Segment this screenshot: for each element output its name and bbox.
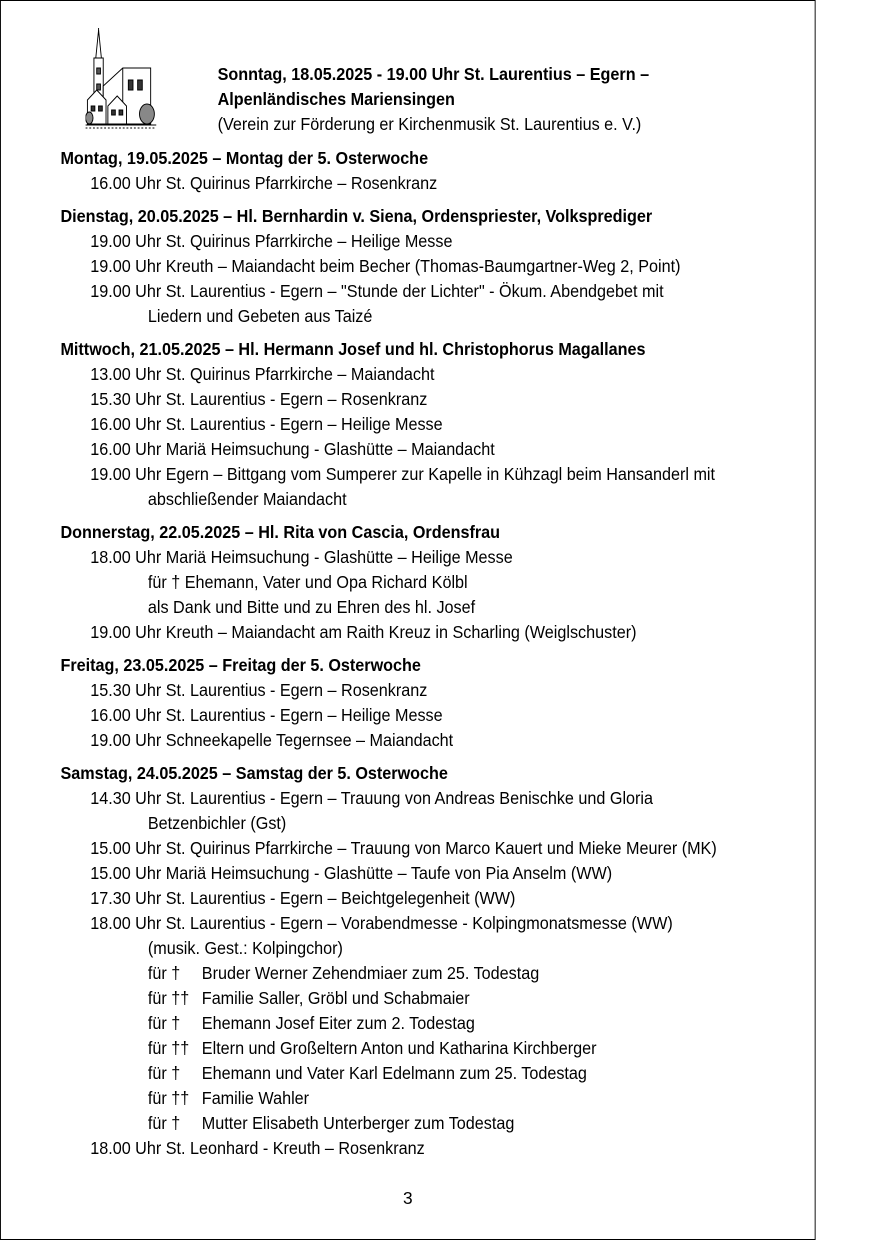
header-title: Sonntag, 18.05.2025 - 19.00 Uhr St. Laurentius – Egern –	[217, 64, 650, 84]
event-continuation: Betzenbichler (Gst)	[147, 813, 287, 833]
intention-mark: für †	[147, 1063, 181, 1083]
event-line: 18.00 Uhr Mariä Heimsuchung - Glashütte – Heilige Messe	[90, 547, 513, 567]
day-title: Freitag, 23.05.2025 – Freitag der 5. Osterwoche	[60, 655, 421, 675]
event-line: 15.30 Uhr St. Laurentius - Egern – Rosenkranz	[90, 389, 428, 409]
event-line: 19.00 Uhr Kreuth – Maiandacht beim Becher (Thomas-Baumgartner-Weg 2, Point)	[90, 256, 681, 276]
event-continuation: abschließender Maiandacht	[147, 489, 347, 509]
page-number: 3	[402, 1188, 413, 1208]
intention-text: Bruder Werner Zehendmiaer zum 25. Todestag	[201, 963, 540, 983]
mass-intention	[60, 1036, 869, 1061]
event-line: 18.00 Uhr St. Laurentius - Egern – Vorabendmesse - Kolpingmonatsmesse (WW)	[90, 913, 673, 933]
church-icon	[86, 28, 159, 132]
event-line: 19.00 Uhr Schneekapelle Tegernsee – Maiandacht	[90, 730, 454, 750]
day-title: Dienstag, 20.05.2025 – Hl. Bernhardin v. Siena, Ordenspriester, Volksprediger	[60, 206, 653, 226]
event-line: 16.00 Uhr St. Quirinus Pfarrkirche – Rosenkranz	[90, 173, 438, 193]
day-section	[60, 761, 869, 1161]
mass-intention	[60, 1111, 869, 1136]
event-intention: als Dank und Bitte und zu Ehren des hl. Josef	[147, 597, 476, 617]
day-section	[60, 337, 869, 512]
intention-text: Eltern und Großeltern Anton und Katharina Kirchberger	[201, 1038, 597, 1058]
event-line: 13.00 Uhr St. Quirinus Pfarrkirche – Maiandacht	[90, 364, 435, 384]
intention-mark: für ††	[147, 1088, 190, 1108]
event-line: 16.00 Uhr Mariä Heimsuchung - Glashütte – Maiandacht	[90, 439, 495, 459]
header	[218, 62, 869, 137]
event-line: 19.00 Uhr Kreuth – Maiandacht am Raith Kreuz in Scharling (Weiglschuster)	[90, 622, 637, 642]
day-section	[60, 653, 869, 753]
day-title: Mittwoch, 21.05.2025 – Hl. Hermann Josef und hl. Christophorus Magallanes	[60, 339, 646, 359]
intention-mark: für ††	[147, 988, 190, 1008]
mass-intention	[60, 961, 869, 986]
mass-intention	[60, 1061, 869, 1086]
schedule	[60, 146, 869, 1161]
event-intention: für † Ehemann, Vater und Opa Richard Kölbl	[147, 572, 468, 592]
event-line: 16.00 Uhr St. Laurentius - Egern – Heilige Messe	[90, 705, 443, 725]
intention-mark: für †	[147, 1013, 181, 1033]
mass-intention	[60, 1011, 869, 1036]
intention-mark: für †	[147, 963, 181, 983]
event-line: 18.00 Uhr St. Leonhard - Kreuth – Rosenkranz	[90, 1138, 425, 1158]
event-line: 15.00 Uhr St. Quirinus Pfarrkirche – Trauung von Marco Kauert und Mieke Meurer (MK)	[90, 838, 717, 858]
intention-text: Ehemann und Vater Karl Edelmann zum 25. Todestag	[201, 1063, 587, 1083]
intention-text: Ehemann Josef Eiter zum 2. Todestag	[201, 1013, 475, 1033]
mass-intention	[60, 986, 869, 1011]
event-line: 17.30 Uhr St. Laurentius - Egern – Beichtgelegenheit (WW)	[90, 888, 516, 908]
event-line: 15.30 Uhr St. Laurentius - Egern – Rosenkranz	[90, 680, 428, 700]
event-line: 19.00 Uhr Egern – Bittgang vom Sumperer zur Kapelle in Kühzagl beim Hansanderl mit	[90, 464, 716, 484]
day-section	[60, 146, 869, 196]
header-note: (Verein zur Förderung er Kirchenmusik St. Laurentius e. V.)	[217, 114, 642, 134]
day-title: Montag, 19.05.2025 – Montag der 5. Osterwoche	[60, 148, 429, 168]
intention-mark: für †	[147, 1113, 181, 1133]
intention-text: Mutter Elisabeth Unterberger zum Todestag	[201, 1113, 515, 1133]
intention-text: Familie Saller, Gröbl und Schabmaier	[201, 988, 470, 1008]
day-title: Donnerstag, 22.05.2025 – Hl. Rita von Cascia, Ordensfrau	[60, 522, 501, 542]
event-continuation: (musik. Gest.: Kolpingchor)	[147, 938, 343, 958]
header-subtitle: Alpenländisches Mariensingen	[217, 89, 455, 109]
event-line: 19.00 Uhr St. Quirinus Pfarrkirche – Heilige Messe	[90, 231, 453, 251]
event-line: 14.30 Uhr St. Laurentius - Egern – Trauung von Andreas Benischke und Gloria	[90, 788, 654, 808]
event-line: 19.00 Uhr St. Laurentius - Egern – "Stunde der Lichter" - Ökum. Abendgebet mit	[90, 281, 664, 301]
event-line: 16.00 Uhr St. Laurentius - Egern – Heilige Messe	[90, 414, 443, 434]
intention-text: Familie Wahler	[201, 1088, 310, 1108]
day-section	[60, 520, 869, 645]
event-continuation: Liedern und Gebeten aus Taizé	[147, 306, 373, 326]
intention-mark: für ††	[147, 1038, 190, 1058]
day-title: Samstag, 24.05.2025 – Samstag der 5. Osterwoche	[60, 763, 448, 783]
day-section	[60, 204, 869, 329]
mass-intention	[60, 1086, 869, 1111]
event-line: 15.00 Uhr Mariä Heimsuchung - Glashütte – Taufe von Pia Anselm (WW)	[90, 863, 613, 883]
